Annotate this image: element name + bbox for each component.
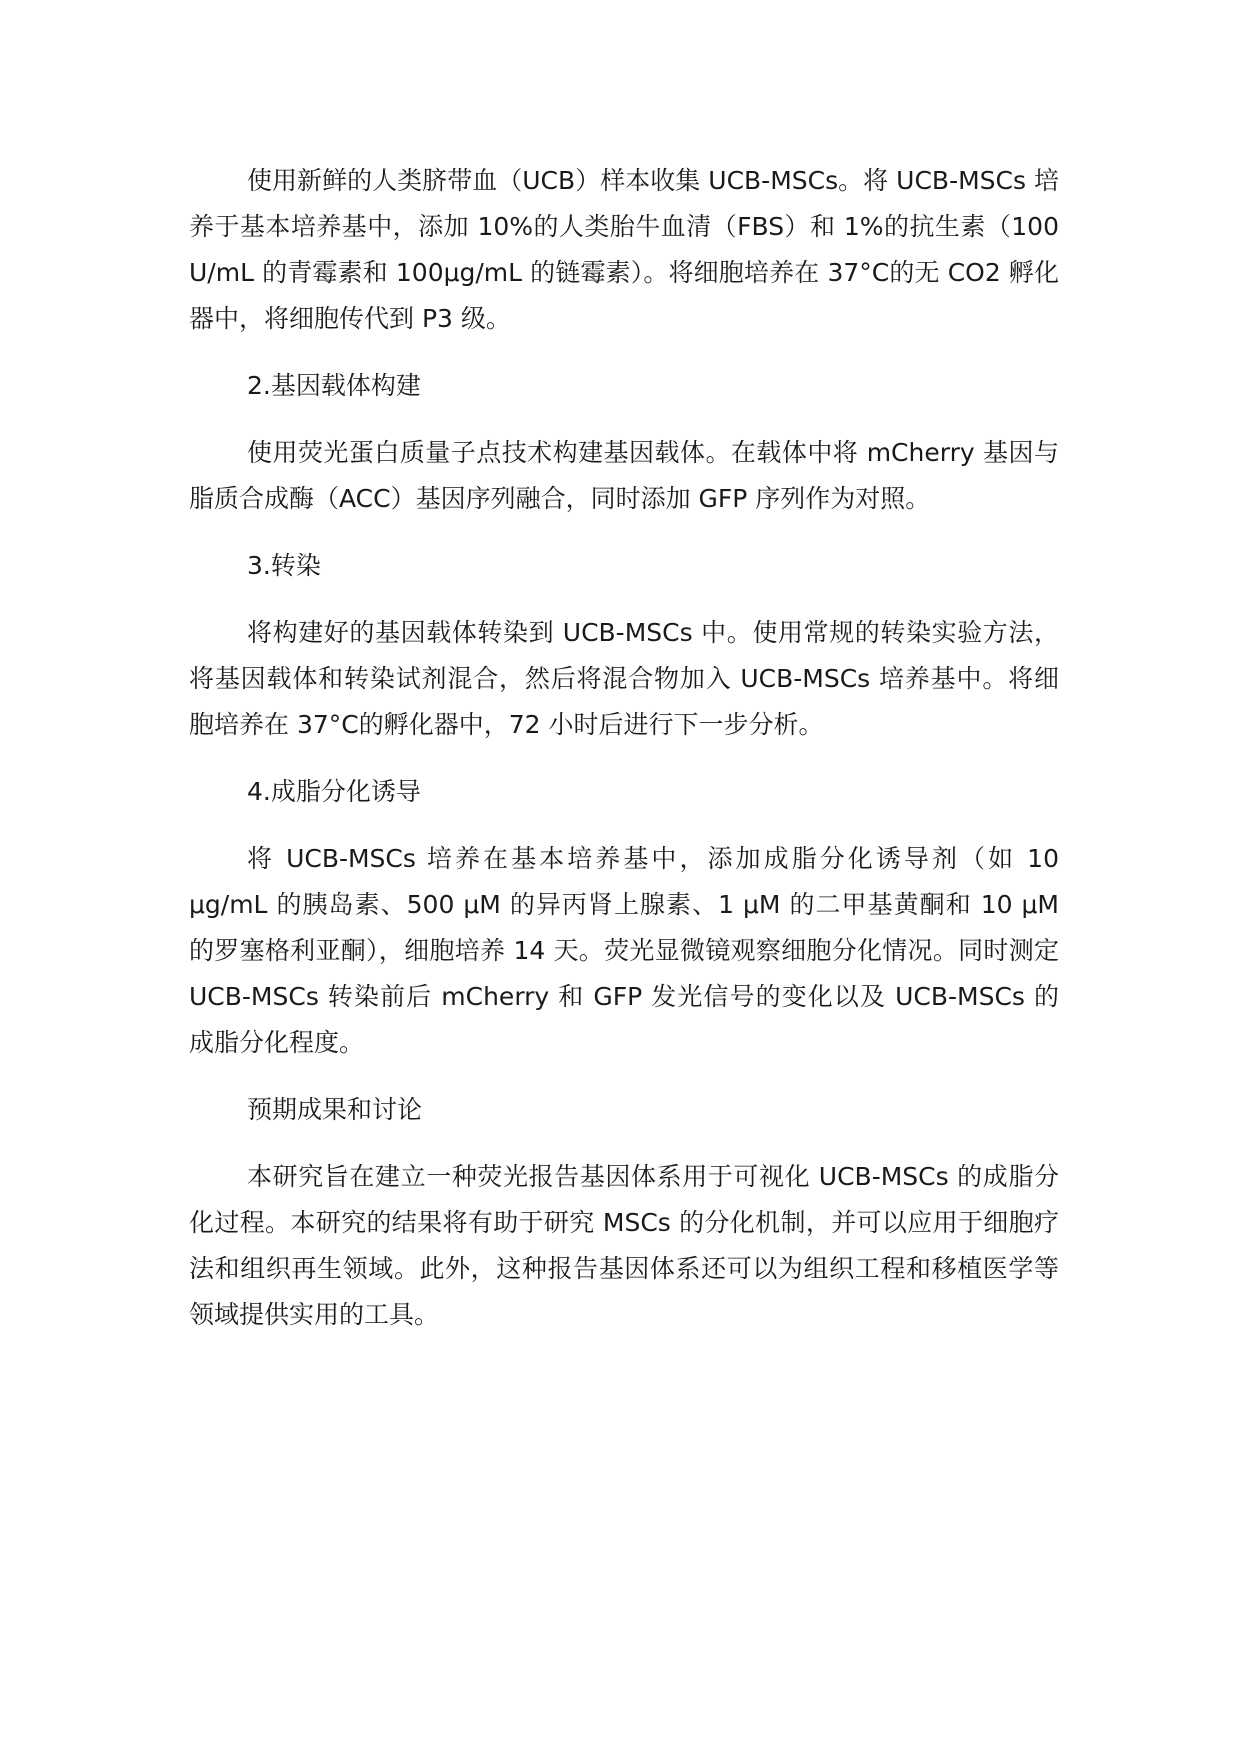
paragraph-cell-culture: 使用新鲜的人类脐带血（UCB）样本收集 UCB-MSCs。将 UCB-MSCs 培养于基本培养基中，添加 10%的人类胎牛血清（FBS）和 1%的抗生素（100 U/mL 的青霉素和 100μg/mL 的链霉素）。将细胞培养在 37°C的无 CO2 孵化器中，将细胞传代到 P3 级。 xyxy=(189,166,1059,333)
section-heading-adipogenic-induction: 4.成脂分化诱导 xyxy=(247,777,421,806)
section-heading-vector-construction: 2.基因载体构建 xyxy=(247,371,421,400)
paragraph-vector-construction: 使用荧光蛋白质量子点技术构建基因载体。在载体中将 mCherry 基因与脂质合成酶（ACC）基因序列融合，同时添加 GFP 序列作为对照。 xyxy=(189,438,1059,513)
paragraph-expected-results: 本研究旨在建立一种荧光报告基因体系用于可视化 UCB-MSCs 的成脂分化过程。本研究的结果将有助于研究 MSCs 的分化机制，并可以应用于细胞疗法和组织再生领域。此外，这种报告基因体系还可以为组织工程和移植医学等领域提供实用的工具。 xyxy=(189,1162,1059,1329)
paragraph-adipogenic-induction: 将 UCB-MSCs 培养在基本培养基中，添加成脂分化诱导剂（如 10 μg/mL 的胰岛素、500 μM 的异丙肾上腺素、1 μM 的二甲基黄酮和 10 μM 的罗塞格利亚酮），细胞培养 14 天。荧光显微镜观察细胞分化情况。同时测定 UCB-MSCs 转染前后 mCherry 和 GFP 发光信号的变化以及 UCB-MSCs 的成脂分化程度。 xyxy=(189,844,1059,1057)
section-heading-expected-results: 预期成果和讨论 xyxy=(247,1095,423,1124)
section-heading-transfection: 3.转染 xyxy=(247,551,321,580)
document-body xyxy=(189,158,1059,1338)
paragraph-transfection: 将构建好的基因载体转染到 UCB-MSCs 中。使用常规的转染实验方法，将基因载体和转染试剂混合，然后将混合物加入 UCB-MSCs 培养基中。将细胞培养在 37°C的孵化器中，72 小时后进行下一步分析。 xyxy=(189,618,1059,739)
